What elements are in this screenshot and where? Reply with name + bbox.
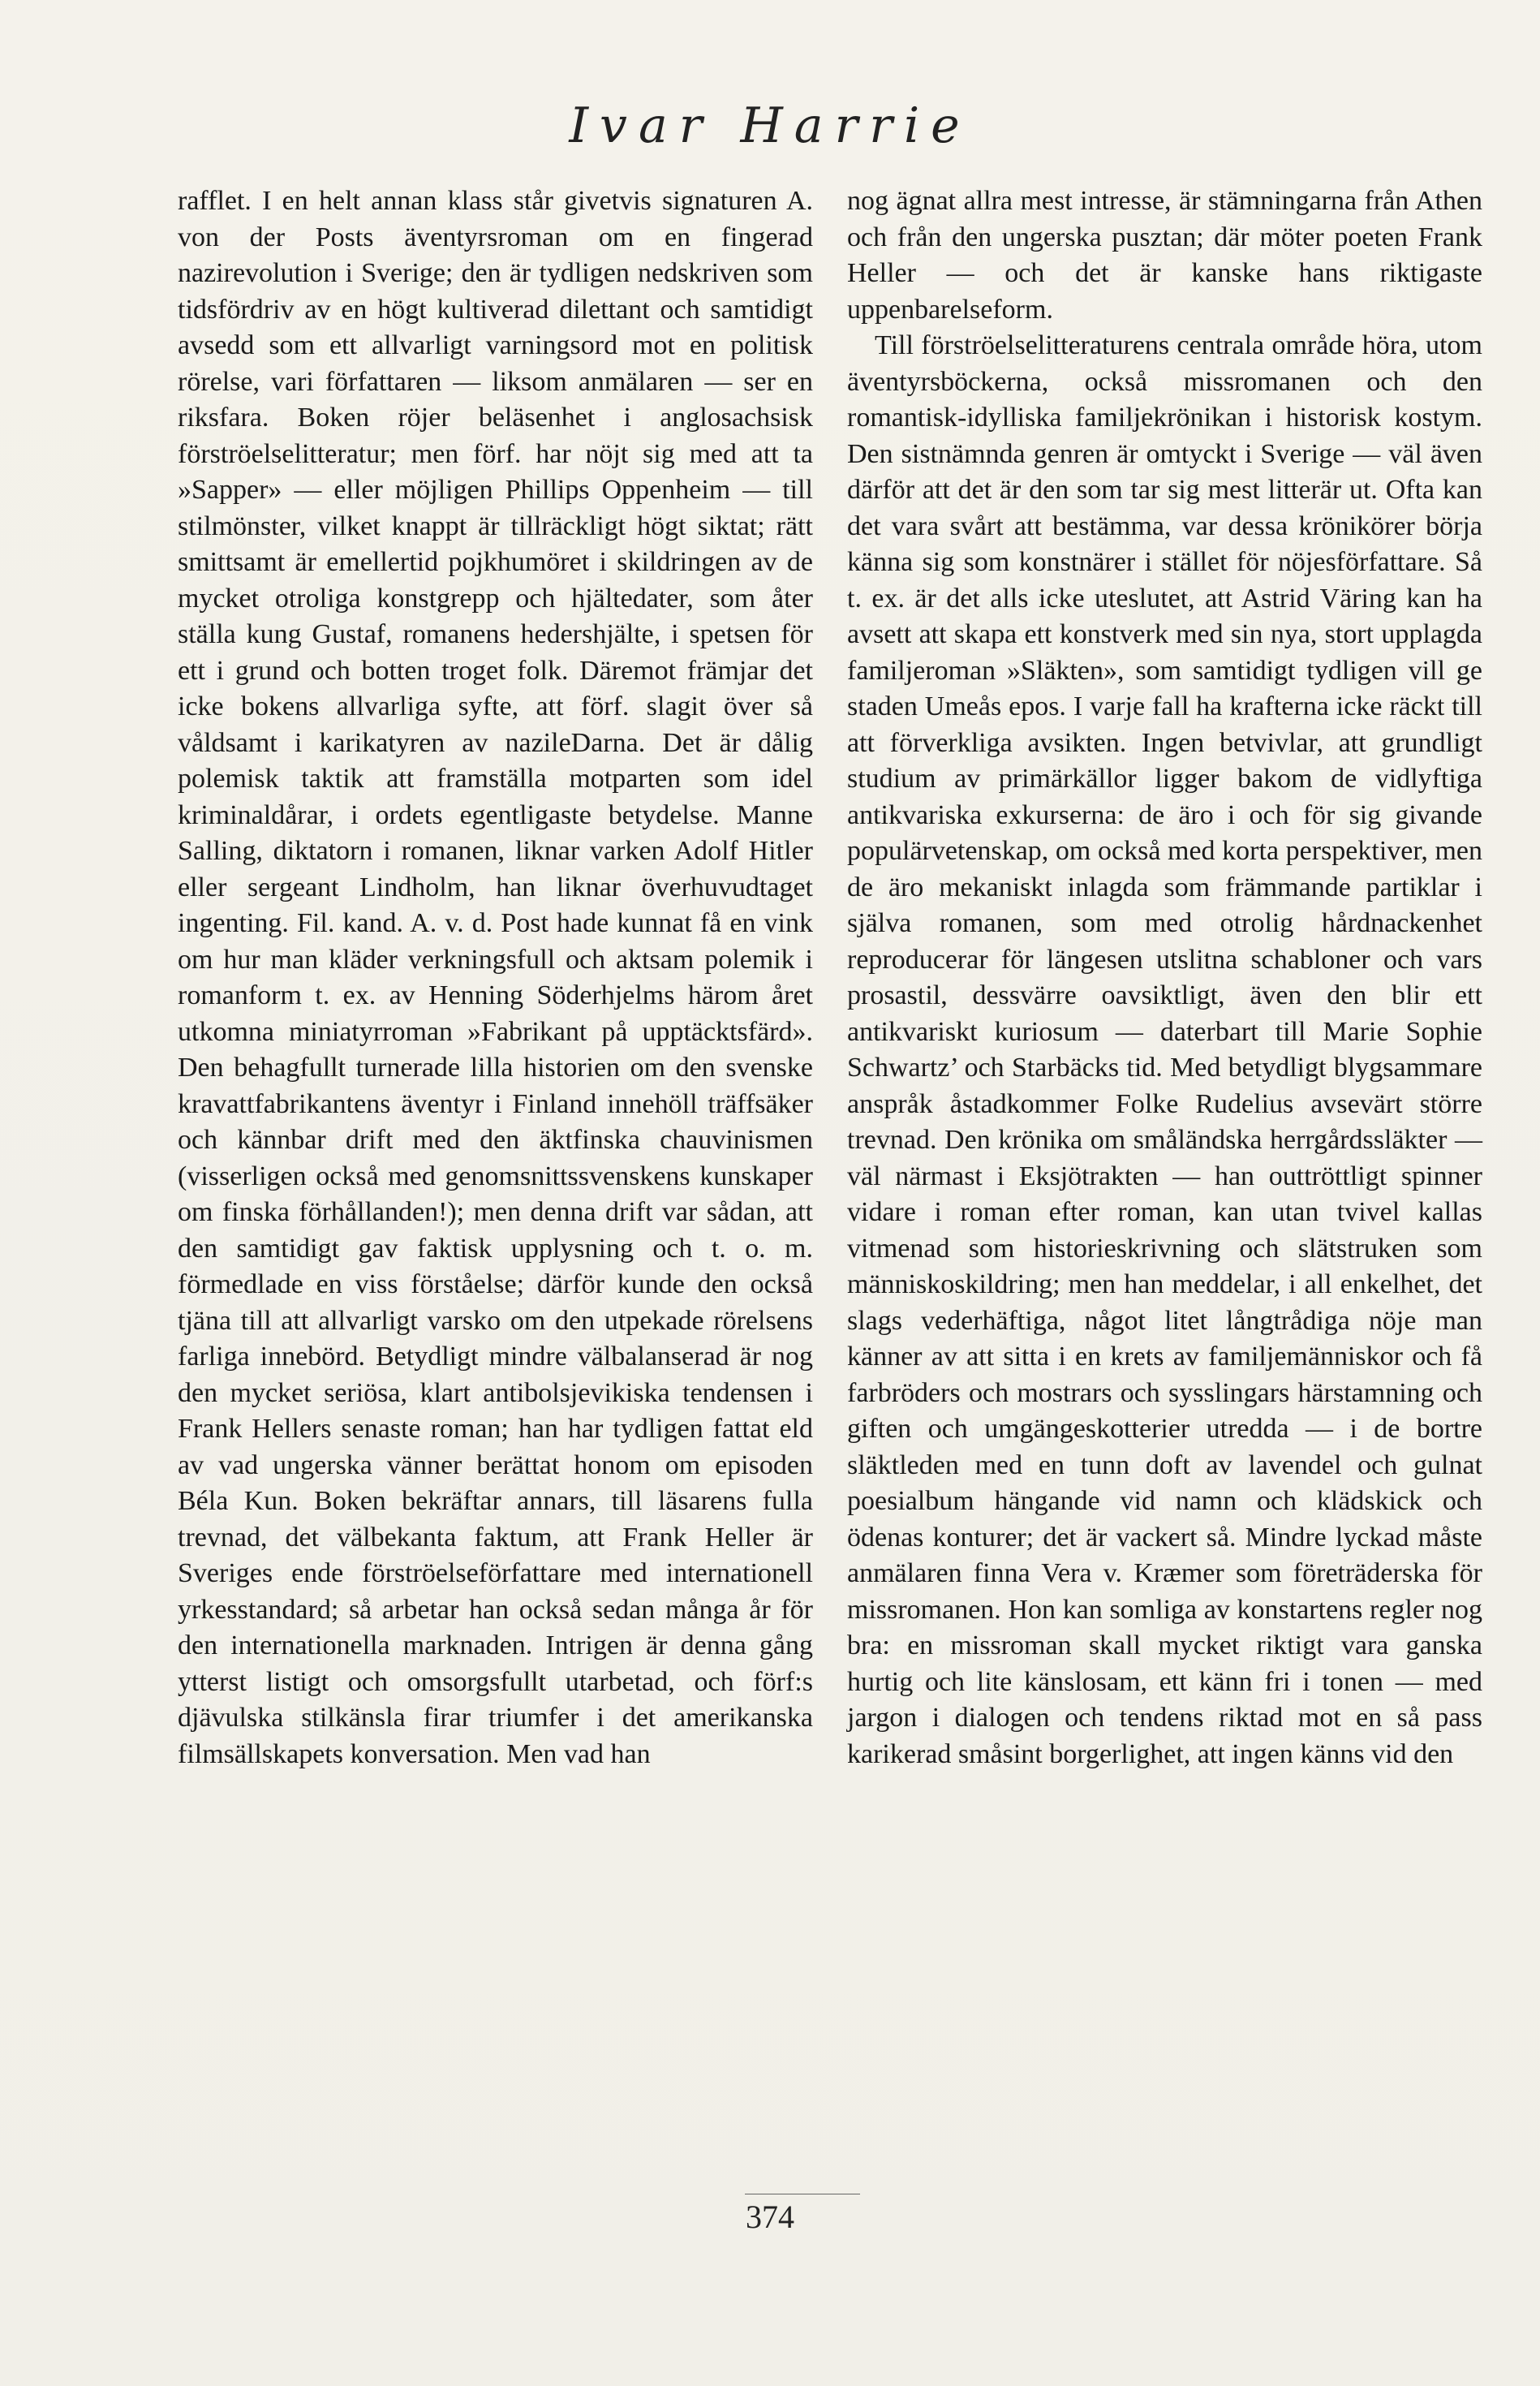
left-paragraph-1: rafflet. I en helt annan klass står givetvis signaturen A. von der Posts äventyrsroman om en fingerad nazirevolution i Sverige; den är tydligen nedskriven som tidsfördriv av en högt kultiverad dilettant och samtidigt avsedd som ett allvarligt varningsord mot en politisk rörelse, vari författaren — liksom anmälaren — ser en riksfara. Boken röjer beläsenhet i anglosachsisk förströelselitteratur; men förf. har nöjt sig med att ta »Sapper» — eller möjligen Phillips Oppenheim — till stilmönster, vilket knappt är tillräckligt högt siktat; rätt smittsamt är emellertid pojkhumöret i skildringen av de mycket otroliga konstgrepp och hjältedater, som åter ställa kung Gustaf, romanens hedershjälte, i spetsen för ett i grund och botten troget folk. Däremot främjar det icke bokens allvarliga syfte, att förf. slagit över så våldsamt i karikatyren av nazileDarna. Det är dålig polemisk taktik att framställa motparten som idel kriminaldårar, i ordets egentligaste betydelse. Manne Salling, diktatorn i romanen, liknar varken Adolf Hitler eller sergeant Lindholm, han liknar överhuvudtaget ingenting. Fil. kand. A. v. d. Post hade kunnat få en vink om hur man kläder verkningsfull och aktsam polemik i romanform t. ex. av Henning Söderhjelms härom året utkomna miniatyrroman »Fabrikant på upptäcktsfärd». Den behagfullt turnerade lilla historien om den svenske kravattfabrikantens äventyr i Finland innehöll träffsäker och kännbar drift med den äktfinska chauvinismen (visserligen också med genomsnittssvenskens kunskaper om finska förhållanden!); men denna drift var sådan, att den samtidigt gav faktisk upplysning och t. o. m. förmedlade en viss förståelse; därför kunde den också tjäna till att allvarligt varsko om den utpekade rörelsens farliga innebörd. Betydligt mindre välbalanserad är nog den mycket seriösa, klart antibolsjevikiska tendensen i Frank Hellers senaste roman; han har tydligen fattat eld av vad ungerska vänner berättat honom om episoden Béla Kun. Boken bekräftar annars, till läsarens fulla trevnad, det välbekanta faktum, att Frank Heller är Sveriges ende förströelseförfattare med internationell yrkesstandard; så arbetar han också sedan många år för den internationella marknaden. Intrigen är denna gång ytterst listigt och omsorgsfullt utarbetad, och förf:s djävulska stilkänsla firar triumfer i det amerikanska filmsällskapets konversation. Men vad han <box>178 186 813 1769</box>
right-paragraph-1: nog ägnat allra mest intresse, är stämningarna från Athen och från den ungerska pusztan; där möter poeten Frank Heller — och det är kanske hans riktigaste uppenbarelseform. <box>847 186 1482 325</box>
running-header: Ivar Harrie <box>569 97 971 154</box>
right-paragraph-2: Till förströelselitteraturens centrala område höra, utom äventyrsböckerna, också missromanen och den romantisk-idylliska familjekrönikan i historisk kostym. Den sistnämnda genren är omtyckt i Sverige — väl även därför att det är den som tar sig mest litterär ut. Ofta kan det vara svårt att bestämma, var dessa krönikörer börja känna sig som konstnärer i stället för nöjesförfattare. Så t. ex. är det alls icke uteslutet, att Astrid Väring kan ha avsett att skapa ett konstverk med sin nya, stort upplagda familjeroman »Släkten», som samtidigt tydligen vill ge staden Umeås epos. I varje fall ha krafterna icke räckt till att förverkliga avsikten. Ingen betvivlar, att grundligt studium av primärkällor ligger bakom de vidlyftiga antikvariska exkurserna: de äro i och för sig givande populärvetenskap, om också med korta perspektiver, men de äro mekaniskt inlagda som främmande partiklar i själva romanen, som med otrolig hårdnackenhet reproducerar för längesen utslitna schabloner och vars prosastil, dessvärre oavsiktligt, även den blir ett antikvariskt kuriosum — daterbart till Marie Sophie Schwartz’ och Starbäcks tid. Med betydligt blygsammare anspråk åstadkommer Folke Rudelius avsevärt större trevnad. Den krönika om småländska herrgårdssläkter — väl närmast i Eksjötrakten — han outtröttligt spinner vidare i roman efter roman, kan utan tvivel kallas vitmenad som historieskrivning och slätstruken som människoskildring; men han meddelar, i all enkelhet, det slags vederhäftiga, något litet långtrådiga nöje man känner av att sitta i en krets av familjemänniskor och få farbröders och mostrars och sysslingars härstamning och giften och umgängeskotterier utredda — i de bortre släktleden med en tunn doft av lavendel och gulnat poesialbum hängande vid namn och klädskick och ödenas konturer; det är vackert så. Mindre lyckad måste anmälaren finna Vera v. Kræmer som företräderska för missromanen. Hon kan somliga av konstartens regler nog bra: en missroman skall mycket riktigt vara ganska hurtig och lite känslosam, ett känn fri i tonen — med jargon i dialogen och tendens riktad mot en så pass karikerad småsint borgerlighet, att ingen känns vid den <box>847 330 1482 1769</box>
page-number: 374 <box>746 2199 794 2235</box>
left-column <box>178 183 813 1772</box>
right-column <box>847 183 1482 1772</box>
